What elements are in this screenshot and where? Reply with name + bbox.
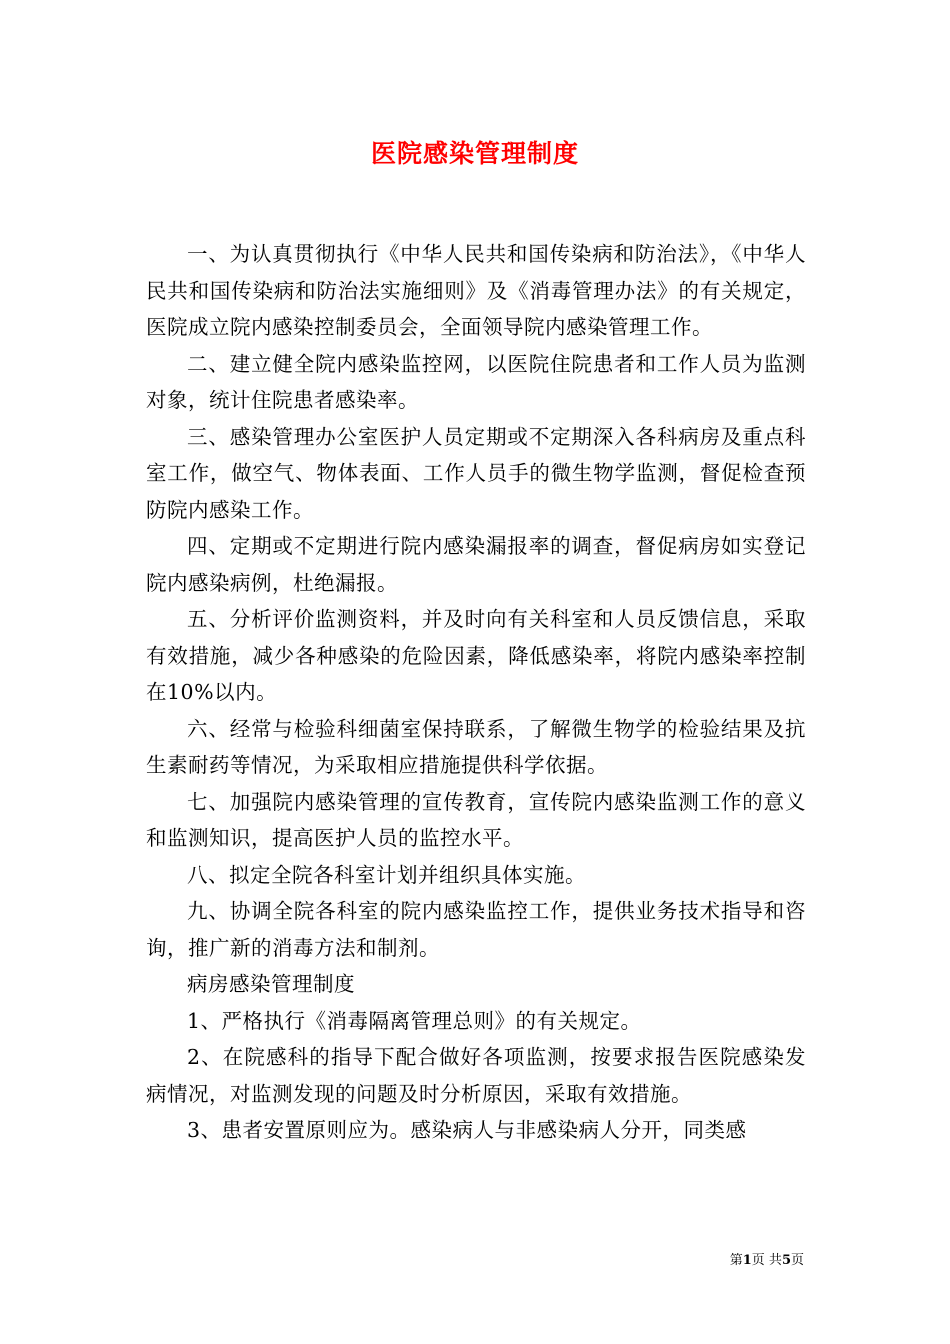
paragraph-3: 三、感染管理办公室医护人员定期或不定期深入各科病房及重点科室工作，做空气、物体表面、工作人员手的微生物学监测，督促检查预防院内感染工作。 [146, 424, 806, 522]
ward-rule-2: 2、在院感科的指导下配合做好各项监测，按要求报告医院感染发病情况，对监测发现的问题及时分析原因，采取有效措施。 [146, 1045, 806, 1106]
footer-suffix: 页 [790, 1253, 804, 1268]
paragraph-6: 六、经常与检验科细菌室保持联系，了解微生物学的检验结果及抗生素耐药等情况，为采取相应措施提供科学依据。 [146, 716, 806, 777]
footer-middle: 页 共 [751, 1253, 782, 1268]
paragraph-7: 七、加强院内感染管理的宣传教育，宣传院内感染监测工作的意义和监测知识，提高医护人员的监控水平。 [146, 789, 806, 850]
paragraph-8: 八、拟定全院各科室计划并组织具体实施。 [187, 862, 586, 887]
paragraph-9: 九、协调全院各科室的院内感染监控工作，提供业务技术指导和咨询，推广新的消毒方法和制剂。 [146, 899, 806, 960]
document-title: 医院感染管理制度 [370, 139, 579, 168]
footer-current-page: 1 [742, 1253, 752, 1268]
ward-rule-3: 3、患者安置原则应为。感染病人与非感染病人分开，同类感 [187, 1118, 747, 1142]
footer-prefix: 第 [729, 1253, 743, 1268]
paragraph-5: 五、分析评价监测资料，并及时向有关科室和人员反馈信息，采取有效措施，减少各种感染的危险因素，降低感染率，将院内感染率控制在10%以内。 [146, 607, 806, 704]
section-heading-ward: 病房感染管理制度 [187, 972, 355, 996]
ward-rule-1: 1、严格执行《消毒隔离管理总则》的有关规定。 [187, 1008, 642, 1033]
document-body [146, 236, 806, 1149]
paragraph-4: 四、定期或不定期进行院内感染漏报率的调查，督促病房如实登记院内感染病例，杜绝漏报。 [146, 534, 806, 595]
footer-total-pages: 5 [781, 1253, 791, 1268]
paragraph-1: 一、为认真贯彻执行《中华人民共和国传染病和防治法》，《中华人民共和国传染病和防治法实施细则》及《消毒管理办法》的有关规定，医院成立院内感染控制委员会，全面领导院内感染管理工作。 [146, 242, 806, 339]
page-number-footer [730, 1249, 804, 1268]
paragraph-2: 二、建立健全院内感染监控网，以医院住院患者和工作人员为监测对象，统计住院患者感染率。 [146, 351, 806, 412]
